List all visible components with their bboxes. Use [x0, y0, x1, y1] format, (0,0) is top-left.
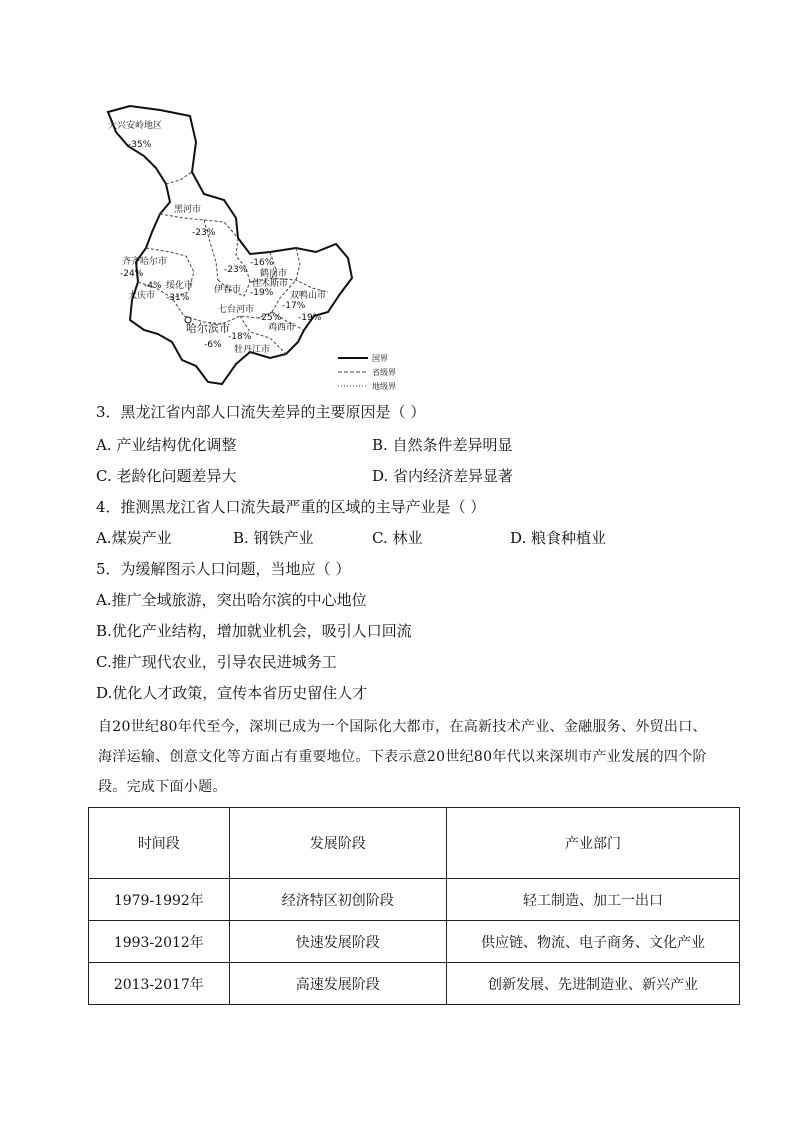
region-rate: -4%: [144, 281, 162, 291]
table-header-cell: 产业部门: [446, 808, 739, 879]
shenzhen-industry-stages-table: [88, 807, 740, 1005]
region-rate: -25%: [258, 313, 282, 323]
table-cell: 经济特区初创阶段: [229, 879, 446, 921]
table-cell: 轻工制造、加工一出口: [446, 879, 739, 921]
question-3-option-c: C. 老龄化问题差异大: [96, 467, 237, 485]
table-row: [89, 879, 740, 921]
table-row: [89, 963, 740, 1005]
question-5-option-a: A.推广全域旅游，突出哈尔滨的中心地位: [96, 591, 367, 609]
region-rate: -24%: [120, 269, 144, 279]
question-4-option-d: D. 粮食种植业: [510, 529, 607, 547]
table-cell: 创新发展、先进制造业、新兴产业: [446, 963, 739, 1005]
table-cell: 供应链、物流、电子商务、文化产业: [446, 921, 739, 963]
question-3-option-d: D. 省内经济差异显著: [372, 467, 514, 485]
region-rate: -23%: [192, 228, 216, 238]
region-label: 佳木斯市: [252, 279, 289, 289]
svg-text:国界: 国界: [372, 354, 388, 363]
region-label: 鸡西市: [268, 323, 296, 333]
region-rate: -19%: [298, 313, 322, 323]
region-rate: -17%: [282, 301, 306, 311]
region-rate: -31%: [166, 293, 190, 303]
question-4-option-a: A.煤炭产业: [96, 529, 172, 547]
table-cell: 1993-2012年: [89, 921, 230, 963]
region-label: 鹤岗市: [260, 269, 288, 279]
svg-text:地级界: 地级界: [372, 382, 396, 391]
question-5-option-d: D.优化人才政策，宣传本省历史留住人才: [96, 684, 368, 702]
region-label: 双鸭山市: [290, 291, 327, 301]
svg-text:省级界: 省级界: [372, 368, 396, 377]
shenzhen-intro-paragraph: 自20世纪80年代至今，深圳已成为一个国际化大都市，在高新技术产业、金融服务、外贸出口、海洋运输、创意文化等方面占有重要地位。下表示意20世纪80年代以来深圳市产业发展的四个阶段。完成下面小题。: [98, 719, 707, 795]
question-3-option-b: B. 自然条件差异明显: [372, 436, 513, 454]
region-label: 牡丹江市: [234, 345, 271, 355]
region-label: 哈尔滨市: [186, 322, 230, 335]
table-cell: 2013-2017年: [89, 963, 230, 1005]
question-5-option-c: C.推广现代农业，引导农民进城务工: [96, 653, 337, 671]
table-row: [89, 921, 740, 963]
map-legend: [338, 354, 396, 391]
region-label: 齐齐哈尔市: [122, 257, 168, 267]
region-rate: -23%: [224, 265, 248, 275]
table-cell: 快速发展阶段: [229, 921, 446, 963]
region-label: 七台河市: [218, 305, 255, 315]
question-5-stem: 5．为缓解图示人口问题，当地应（ ）: [96, 560, 351, 578]
table-header-cell: 发展阶段: [229, 808, 446, 879]
question-4-option-c: C. 林业: [372, 529, 423, 547]
region-rate: -35%: [128, 140, 152, 150]
question-4-stem: 4．推测黑龙江省人口流失最严重的区域的主导产业是（ ）: [96, 498, 486, 516]
region-label: 伊春市: [214, 285, 242, 295]
question-5-option-b: B.优化产业结构，增加就业机会，吸引人口回流: [96, 622, 412, 640]
region-rate: -6%: [204, 340, 222, 350]
question-3-option-a: A. 产业结构优化调整: [96, 436, 237, 454]
region-label: 大兴安岭地区: [108, 121, 163, 131]
table-header-row: [89, 808, 740, 879]
region-rate: -19%: [250, 288, 274, 298]
region-label: 黑河市: [174, 205, 202, 215]
question-4-option-b: B. 钢铁产业: [233, 529, 314, 547]
table-header-cell: 时间段: [89, 808, 230, 879]
region-label: 大庆市: [128, 291, 156, 301]
table-cell: 高速发展阶段: [229, 963, 446, 1005]
heilongjiang-population-map: [100, 102, 400, 394]
question-3-stem: 3．黑龙江省内部人口流失差异的主要原因是（ ）: [96, 403, 426, 421]
region-rate: -16%: [250, 258, 274, 268]
region-rate: -18%: [228, 332, 252, 342]
region-label: 绥化市: [166, 281, 194, 291]
table-cell: 1979-1992年: [89, 879, 230, 921]
